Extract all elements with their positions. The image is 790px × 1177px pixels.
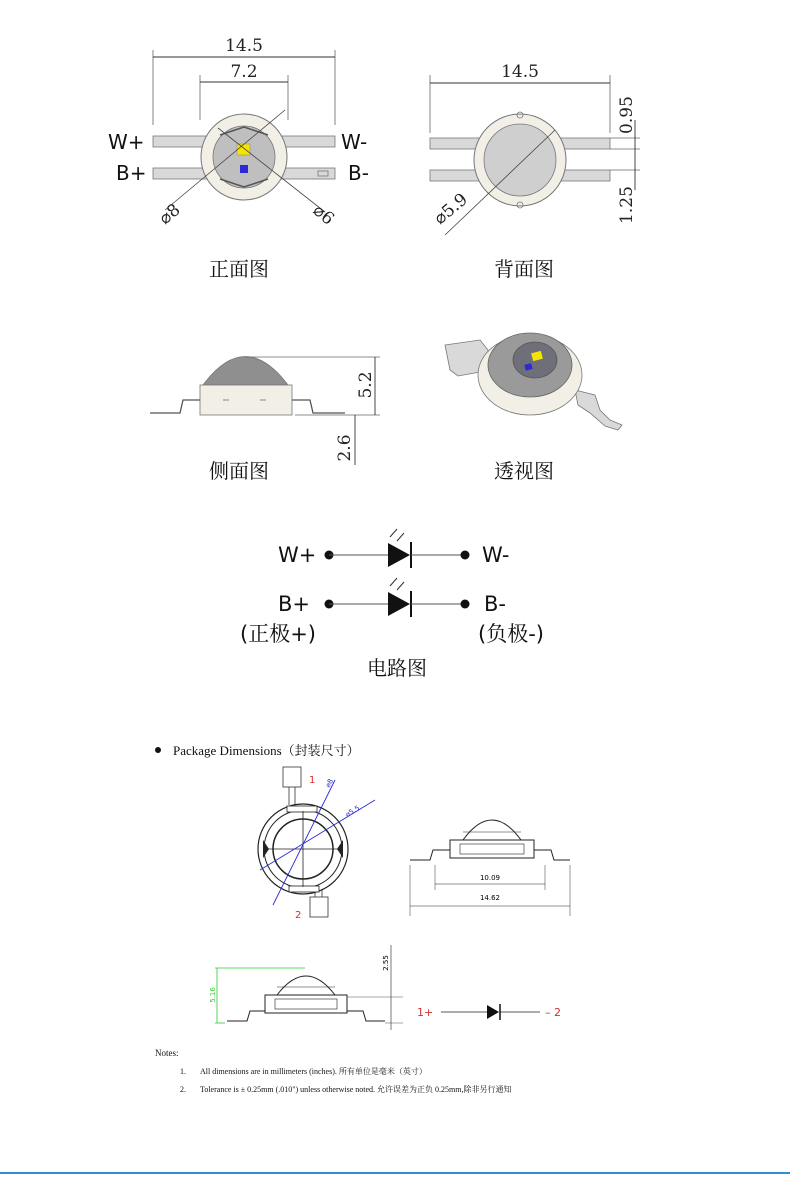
back-dim-total: 14.5 xyxy=(501,62,539,82)
front-pin-w-plus: W+ xyxy=(108,130,145,154)
circuit-caption: 电路图 xyxy=(367,656,427,680)
perspective-view-drawing xyxy=(440,320,640,440)
circuit-b-minus: B- xyxy=(484,592,506,616)
circuit-b-plus: B+ xyxy=(278,592,311,616)
front-pin-w-minus: W- xyxy=(341,130,368,154)
front-view-caption: 正面图 xyxy=(209,257,269,281)
bullet-icon xyxy=(155,747,161,753)
side-view-drawing xyxy=(145,330,395,470)
note-num-2: 2. xyxy=(180,1085,186,1094)
package-top-view xyxy=(225,765,395,935)
pkg-dim-1009: 10.09 xyxy=(479,874,501,882)
front-view-drawing xyxy=(100,30,390,230)
pkg-pin2: 2 xyxy=(295,910,302,921)
note-item-2 xyxy=(180,1084,512,1095)
pkg-sym-plus: 1+ xyxy=(417,1006,434,1019)
note-text-2: Tolerance is ± 0.25mm (.010") unless otherwise noted. 允许误差为正负 0.25mm,除非另行通知 xyxy=(200,1085,512,1094)
note-text-1: All dimensions are in millimeters (inches). 所有单位是毫米（英寸） xyxy=(200,1067,427,1076)
back-dia: ⌀5.9 xyxy=(430,189,472,229)
back-view-caption: 背面图 xyxy=(494,257,554,281)
front-dim-total: 14.5 xyxy=(225,36,263,56)
pkg-dia55: ⌀5.5 xyxy=(344,804,362,819)
package-title: Package Dimensions（封装尺寸） xyxy=(173,743,360,758)
circuit-w-minus: W- xyxy=(482,543,510,567)
package-heading xyxy=(155,740,360,759)
front-dia-inner: ⌀6 xyxy=(308,200,338,230)
note-num-1: 1. xyxy=(180,1067,186,1076)
pkg-dim-516: 5.16 xyxy=(209,987,217,1003)
package-diode-symbol xyxy=(415,1000,585,1024)
yellow-chip xyxy=(237,144,250,155)
pkg-dim-255: 2.55 xyxy=(382,955,390,971)
pkg-pin1: 1 xyxy=(309,775,316,786)
back-view-drawing xyxy=(420,55,650,240)
front-dim-inner: 7.2 xyxy=(230,62,258,82)
pkg-dia8: ⌀8 xyxy=(323,777,336,789)
circuit-cathode-note: (负极-) xyxy=(478,622,544,646)
front-pin-b-plus: B+ xyxy=(116,161,147,185)
front-dia-outer: ⌀8 xyxy=(155,199,185,229)
perspective-view-caption: 透视图 xyxy=(494,459,554,483)
pkg-dim-1462: 14.62 xyxy=(479,894,501,902)
side-view-caption: 侧面图 xyxy=(209,459,269,483)
package-side-view xyxy=(405,800,575,920)
side-dim-height: 5.2 xyxy=(356,371,376,399)
pkg-sym-minus: – 2 xyxy=(545,1006,561,1019)
back-dim-lead-pitch: 1.25 xyxy=(617,186,637,224)
footer-divider xyxy=(0,1172,790,1174)
circuit-anode-note: (正极+) xyxy=(240,622,316,646)
blue-chip xyxy=(240,165,248,173)
note-item-1 xyxy=(180,1066,427,1077)
side-dim-base: 2.6 xyxy=(335,434,355,462)
front-pin-b-minus: B- xyxy=(348,161,369,185)
notes-heading: Notes: xyxy=(155,1048,179,1058)
package-height-view xyxy=(205,945,405,1030)
back-dim-lead-width: 0.95 xyxy=(617,96,637,134)
circuit-w-plus: W+ xyxy=(278,543,317,567)
